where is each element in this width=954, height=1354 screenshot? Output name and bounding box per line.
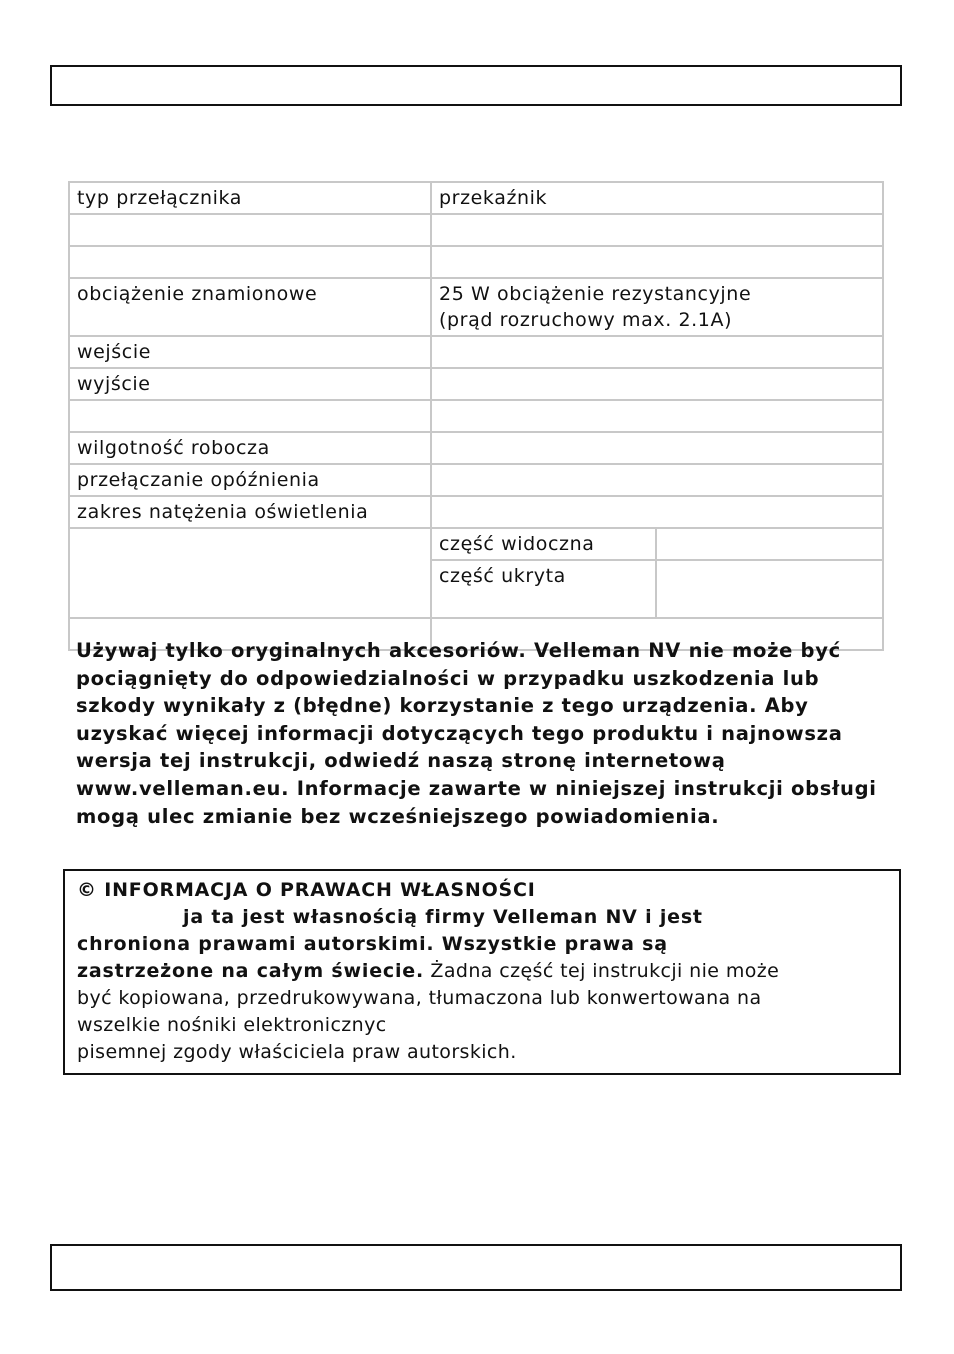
spec-label: typ przełącznika [69,182,431,214]
spec-value [656,560,883,618]
table-row [69,336,883,368]
spec-label [69,400,431,432]
copyright-line [77,958,887,985]
copyright-line: chroniona prawami autorskimi. Wszystkie prawa są [77,933,668,955]
copyright-text: Żadna część tej instrukcji nie może [423,960,780,982]
spec-label: wejście [69,336,431,368]
specifications-table [68,181,884,651]
spec-label: obciążenie znamionowe [69,278,431,336]
footer-box [50,1244,902,1291]
spec-value [431,246,883,278]
spec-value: przekaźnik [431,182,883,214]
spec-value [431,496,883,528]
accessories-notice: Używaj tylko oryginalnych akcesoriów. Velleman NV nie może być pociągnięty do odpowiedzialności w przypadku uszkodzenia lub szkody wynikały z (błędne) korzystanie z tego urządzenia. Aby uzyskać więcej informacji dotyczących tego produktu i najnowsza wersja tej instrukcji, odwiedź naszą stronę internetową www.velleman.eu. Informacje zawarte w niniejszej instrukcji obsługi mogą ulec zmianie bez wcześniejszego powiadomienia. [76,639,877,828]
table-row [69,214,883,246]
spec-label: przełączanie opóźnienia [69,464,431,496]
table-row [69,368,883,400]
copyright-bold-text: zastrzeżone na całym świecie. [77,960,424,982]
copyright-box [63,869,901,1075]
spec-label [69,214,431,246]
table-row [69,528,883,560]
copyright-line: ja ta jest własnością firmy Velleman NV i jest [183,906,703,928]
spec-value [431,400,883,432]
spec-label: wyjście [69,368,431,400]
table-row [69,432,883,464]
spec-label: wilgotność robocza [69,432,431,464]
spec-label [69,246,431,278]
spec-label [69,528,431,618]
spec-value [431,464,883,496]
spec-sublabel: część widoczna [431,528,656,560]
spec-value [656,528,883,560]
table-row [69,278,883,336]
copyright-line: być kopiowana, przedrukowywana, tłumaczona lub konwertowana na [77,987,762,1009]
spec-value-line: (prąd rozruchowy max. 2.1A) [439,309,733,331]
table-row [69,464,883,496]
header-box [50,65,902,106]
spec-sublabel: część ukryta [431,560,656,618]
spec-label: zakres natężenia oświetlenia [69,496,431,528]
table-row [69,400,883,432]
spec-value [431,432,883,464]
table-row [69,246,883,278]
spec-value [431,368,883,400]
copyright-line: wszelkie nośniki elektronicznyc [77,1014,387,1036]
spec-value [431,214,883,246]
spec-value [431,278,883,336]
spec-value-line: 25 W obciążenie rezystancyjne [439,283,752,305]
spec-value [431,336,883,368]
copyright-line: pisemnej zgody właściciela praw autorskich. [77,1041,517,1063]
table-row [69,496,883,528]
table-row [69,182,883,214]
copyright-title: © INFORMACJA O PRAWACH WŁASNOŚCI [77,879,536,901]
